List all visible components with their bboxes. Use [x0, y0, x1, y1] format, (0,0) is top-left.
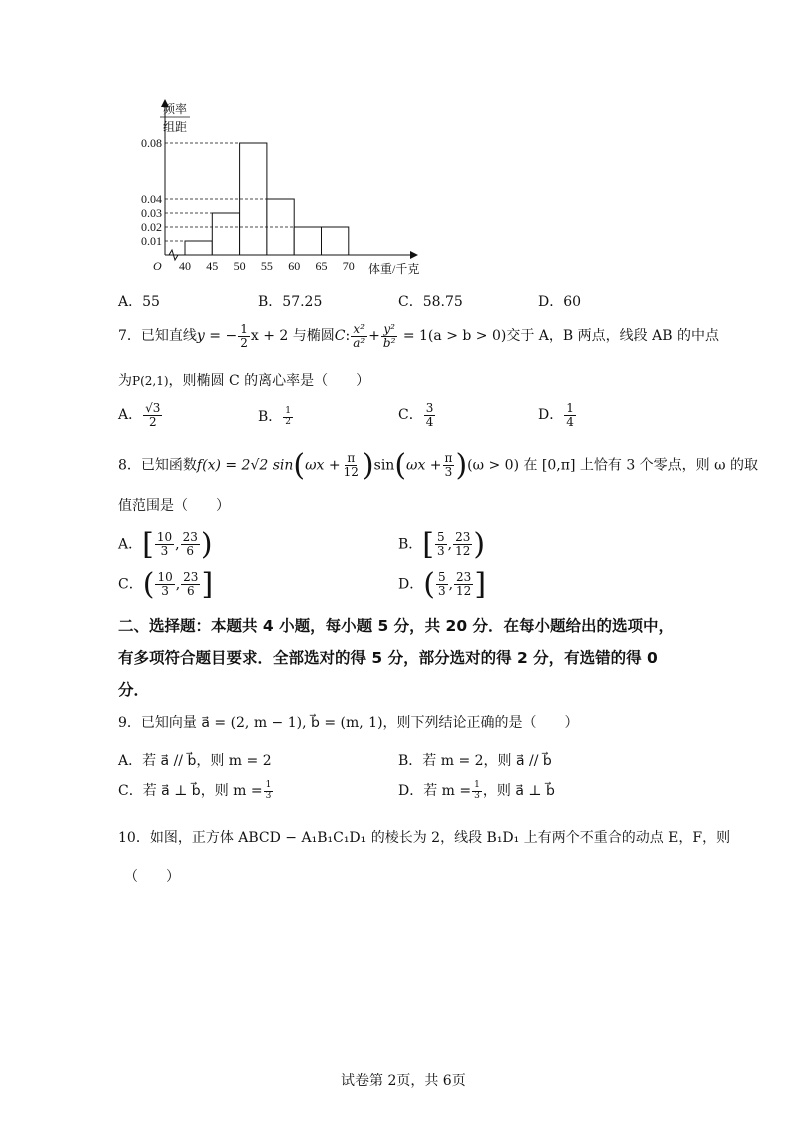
- q7-stem: 7．已知直线y = − $\frac{1}{2}$ x + 2 与椭圆C: $\frac{\text{x²}}{\text{a²}}$ + $\frac{\text{y²}}{\text{b²}}$ = 1(a > b > 0)交于 A，B 两点，线段 AB 的中点: [118, 322, 719, 350]
- q8-option-c[interactable]: C．( $\frac{10}{3}$ , $\frac{23}{6}$ ]: [118, 567, 214, 602]
- q10-answer-paren: （ ）: [124, 869, 180, 885]
- q6-option-d[interactable]: D．60: [538, 294, 582, 310]
- section2-line3: 分．: [118, 681, 150, 699]
- q7-eq: = −: [204, 328, 238, 345]
- q7-tail: 交于 A，B 两点，线段 AB 的中点: [506, 328, 719, 345]
- x-tick-label: 40: [179, 259, 191, 273]
- q9-option-c[interactable]: C．若 a⃗ ⊥ b⃗，则 m = $\frac{1}{3}$: [118, 780, 272, 801]
- q7-mid: x + 2 与椭圆: [250, 328, 335, 345]
- y-tick-label: 0.08: [141, 136, 162, 150]
- y-label-top: 频率: [162, 102, 188, 116]
- q6-option-a[interactable]: A．55: [118, 294, 160, 310]
- section2-line1: 二、选择题：本题共 4 小题，每小题 5 分，共 20 分．在每小题给出的选项中，: [118, 617, 675, 635]
- q6-option-c[interactable]: C．58.75: [398, 294, 463, 310]
- q8-stem: 8．已知函数f(x) = 2√2 sin(ωx + $\frac{\pi}{12}$ )sin(ωx + $\frac{\pi}{3}$ )(ω > 0) 在 [0,π] 上恰有 3 个零点，则 ω 的取: [118, 448, 758, 483]
- q7-point-p: P(2,1): [132, 374, 169, 388]
- q8-option-d[interactable]: D．( $\frac{5}{3}$ , $\frac{23}{12}$ ]: [398, 567, 487, 602]
- q7-ellipse-c: C: [334, 328, 346, 345]
- page-footer: 试卷第 2页，共 6页: [341, 1073, 466, 1089]
- origin-label: O: [153, 259, 162, 273]
- q9-option-d[interactable]: D．若 m = $\frac{1}{3}$ ，则 a⃗ ⊥ b⃗: [398, 780, 555, 801]
- y-tick-label: 0.04: [141, 192, 162, 206]
- histogram-bar: [212, 213, 239, 255]
- q7-number: 7．已知直线: [118, 328, 197, 345]
- y-tick-label: 0.01: [141, 234, 162, 248]
- q8-option-a[interactable]: A．[ $\frac{10}{3}$ , $\frac{23}{6}$ ): [118, 527, 213, 562]
- q9-option-a[interactable]: A．若 a⃗ // b⃗，则 m = 2: [118, 753, 272, 769]
- x-tick-label: 70: [342, 259, 355, 273]
- q7-y: y: [196, 328, 205, 345]
- q7-line2: 为P(2,1)，则椭圆 C 的离心率是（ ）: [118, 373, 371, 389]
- q7-slope-fraction: $\frac{1}{2}$: [240, 322, 248, 350]
- x-tick-label: 50: [233, 259, 246, 273]
- q7-option-c[interactable]: C． $\frac{3}{4}$: [398, 401, 434, 429]
- y-label-bottom: 组距: [162, 120, 188, 134]
- q10-stem: 10．如图，正方体 ABCD − A₁B₁C₁D₁ 的棱长为 2，线段 B₁D₁ 上有两个不重合的动点 E，F，则: [118, 830, 731, 846]
- q7-option-a[interactable]: A． $\frac{√3}{2}$: [118, 401, 161, 429]
- q7-option-d[interactable]: D． $\frac{1}{4}$: [538, 401, 574, 429]
- y-tick-label: 0.02: [141, 220, 162, 234]
- q6-option-b[interactable]: B．57.25: [258, 294, 323, 310]
- x-tick-label: 55: [260, 259, 273, 273]
- q7-option-b[interactable]: B． $\frac{1}{2}$: [258, 406, 292, 427]
- x-tick-label: 60: [288, 259, 301, 273]
- q7-cond: = 1(a > b > 0): [398, 328, 507, 345]
- x-tick-label: 45: [206, 259, 219, 273]
- weight-histogram: [120, 95, 450, 285]
- q8-option-b[interactable]: B．[ $\frac{5}{3}$ , $\frac{23}{12}$ ): [398, 527, 486, 562]
- q8-cond: (ω > 0) 在 [0,π] 上恰有 3 个零点，则 ω 的取: [467, 457, 758, 474]
- q9-stem: 9．已知向量 a⃗ = (2, m − 1), b⃗ = (m, 1)，则下列结论正确的是（ ）: [118, 715, 579, 731]
- histogram-bar: [322, 227, 349, 255]
- section2-line2: 有多项符合题目要求．全部选对的得 5 分，部分选对的得 2 分，有选错的得 0: [118, 649, 658, 667]
- q9-option-b[interactable]: B．若 m = 2，则 a⃗ // b⃗: [398, 753, 552, 769]
- x-axis-arrow: [410, 251, 418, 259]
- y-tick-label: 0.03: [141, 206, 162, 220]
- x-axis-label: 体重/千克: [368, 262, 420, 276]
- x-tick-label: 65: [315, 259, 328, 273]
- q8-function: f(x) = 2√2 sin: [196, 457, 294, 474]
- q8-line2: 值范围是（ ）: [118, 498, 230, 514]
- histogram-bar: [294, 227, 321, 255]
- histogram-bar: [185, 241, 212, 255]
